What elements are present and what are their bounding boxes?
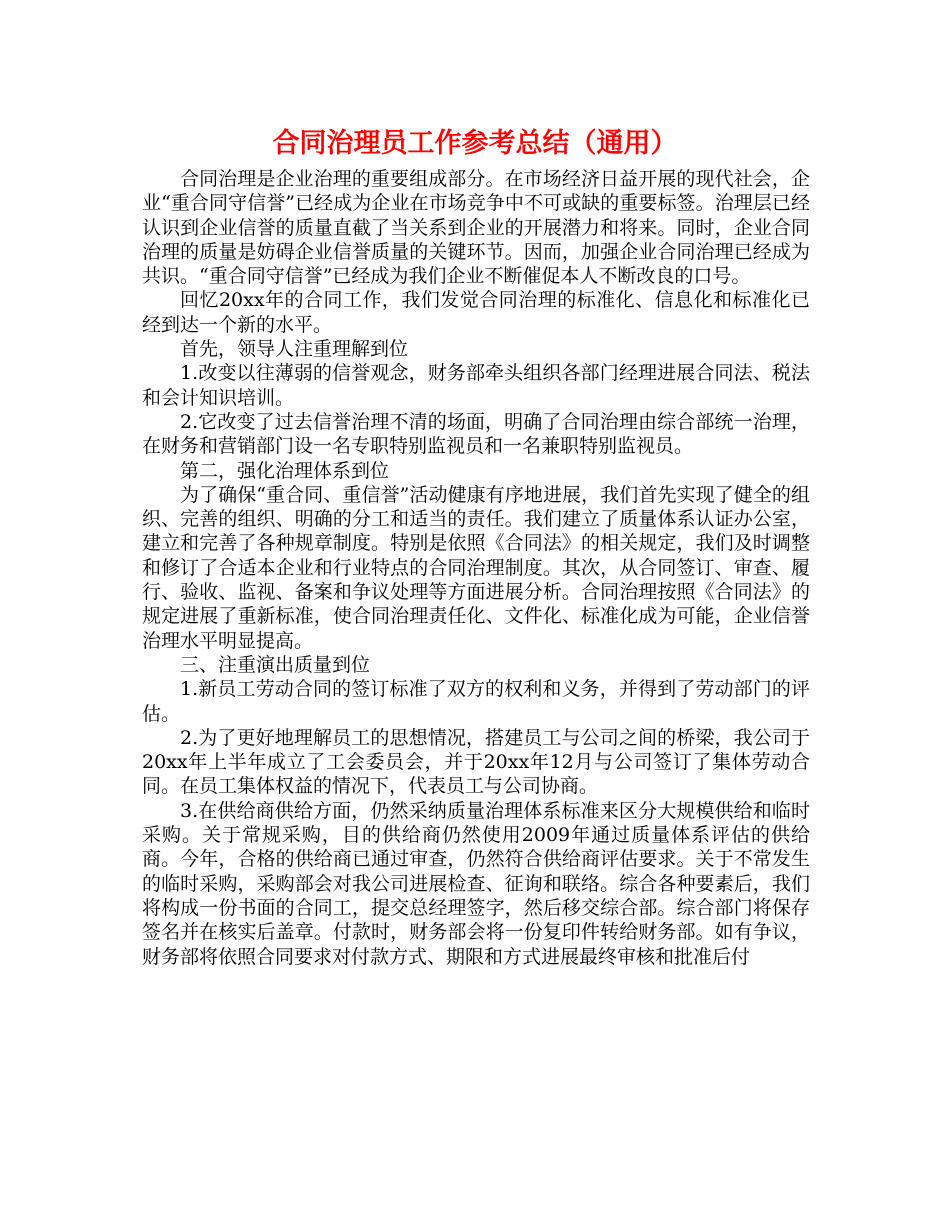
paragraph-item: 1.新员工劳动合同的签订标准了双方的权利和义务，并得到了劳动部门的评估。 — [142, 678, 810, 725]
paragraph-item: 3.在供给商供给方面，仍然采纳质量治理体系标准来区分大规模供给和临时采购。关于常规采购，目的供给商仍然使用2009年通过质量体系评估的供给商。今年，合格的供给商已通过审查，仍然符合供给商评估要求。关于不常发生的临时采购，采购部会对我公司进展检查、征询和联络。综合各种要素后，我们将构成一份书面的合同工，提交总经理签字，然后移交综合部。综合部门将保存签名并在核实后盖章。付款时，财务部会将一份复印件转给财务部。如有争议，财务部将依照合同要求对付款方式、期限和方式进展最终审核和批准后付 — [142, 799, 810, 968]
paragraph-intro: 合同治理是企业治理的重要组成部分。在市场经济日益开展的现代社会，企业“重合同守信誉”已经成为企业在市场竞争中不可或缺的重要标签。治理层已经认识到企业信誉的质量直截了当关系到企业的开展潜力和将来。同时，企业合同治理的质量是妨碍企业信誉质量的关键环节。因而，加强企业合同治理已经成为共识。“重合同守信誉”已经成为我们企业不断催促本人不断改良的口号。 — [142, 168, 810, 288]
document-body — [142, 167, 810, 969]
paragraph-system: 为了确保“重合同、重信誉”活动健康有序地进展，我们首先实现了健全的组织、完善的组织、明确的分工和适当的责任。我们建立了质量体系认证办公室，建立和完善了各种规章制度。特别是依照《合同法》的相关规定，我们及时调整和修订了合适本企业和行业特点的合同治理制度。其次，从合同签订、审查、履行、验收、监视、备案和争议处理等方面进展分析。合同治理按照《合同法》的规定进展了重新标准，使合同治理责任化、文件化、标准化成为可能，企业信誉治理水平明显提高。 — [142, 483, 810, 652]
paragraph-review: 回忆20xx年的合同工作，我们发觉合同治理的标准化、信息化和标准化已经到达一个新的水平。 — [142, 289, 810, 336]
document-title: 合同治理员工作参考总结（通用） — [272, 128, 678, 159]
paragraph-item: 2.它改变了过去信誉治理不清的场面，明确了合同治理由综合部统一治理，在财务和营销部门设一名专职特别监视员和一名兼职特别监视员。 — [142, 410, 810, 458]
section-heading-system: 第二，强化治理体系到位 — [180, 459, 390, 482]
paragraph-item: 2.为了更好地理解员工的思想情况，搭建员工与公司之间的桥梁，我公司于20xx年上半年成立了工会委员会，并于20xx年12月与公司签订了集体劳动合同。在员工集体权益的情况下，代表员工与公司协商。 — [142, 726, 810, 798]
paragraph-item: 1.改变以往薄弱的信誉观念，财务部牵头组织各部门经理进展合同法、税法和会计知识培训。 — [142, 362, 810, 409]
section-heading-leadership: 首先，领导人注重理解到位 — [180, 338, 409, 361]
section-heading-quality: 三、注重演出质量到位 — [180, 653, 371, 676]
